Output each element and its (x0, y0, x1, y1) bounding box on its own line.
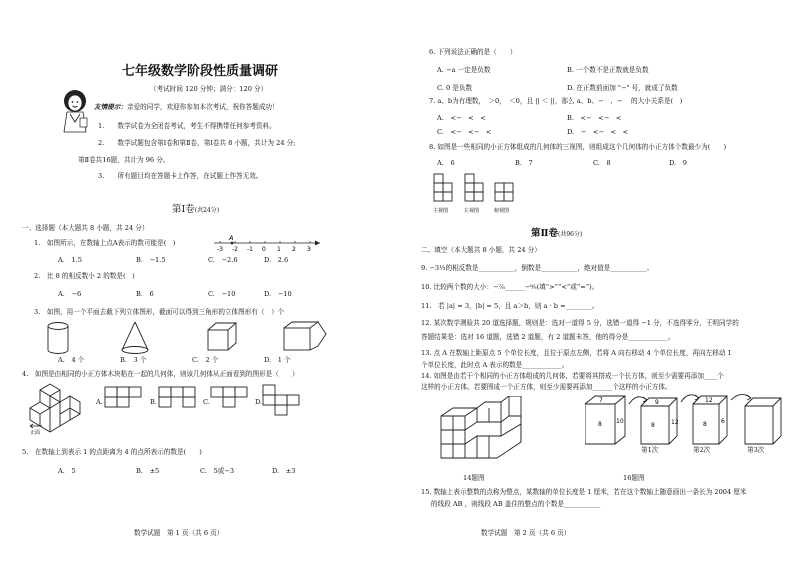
tick-label: -2 (232, 246, 238, 253)
fig16-caption: 16题图 (623, 474, 645, 482)
q12: 12. 某次数学测验共 20 道选择题，规则是：选对一道得 5 分，选错一道得 −1 分，不选得零分，王明同学的 (421, 319, 739, 327)
front-label: 正面 (30, 430, 41, 436)
top-view-label: 俯视图 (494, 208, 510, 214)
right-page (397, 0, 794, 561)
student-illustration-icon (58, 88, 92, 134)
q4-option-b: B. (150, 398, 157, 406)
front-view-label: 主视图 (433, 208, 449, 214)
part2-heading: 二、填空（本大题共 8 小题，共 24 分） (421, 246, 541, 254)
q2-option-a: A. −6 (58, 290, 82, 298)
left-view-figure (465, 174, 483, 201)
q14: 14. 如图是由若干个相同的小正方体组成的几何体，若要将其搭成一个长方体，则至少需要再添加____个 (421, 372, 724, 380)
q10: 10. 比较两个数的大小：−⁷⁄₈______−⁸⁄₉(填“>”“<”或“=”)。 (421, 283, 599, 291)
q6-option-b: B. 一个数不是正数就是负数 (567, 66, 649, 74)
q4-solid-figure (26, 382, 90, 436)
q4-option-c-figure (210, 386, 250, 416)
q11: 11. 若 |a| = 3，|b| = 5，且 a＞b，则 a · b =________。 (421, 302, 599, 310)
die3-top: 12 (705, 397, 713, 404)
die3-side: 6 (721, 418, 725, 425)
q2: 2. 比 8 的相反数小 2 的数是( ) (34, 272, 135, 280)
tip-line: 友情提示：亲爱的同学，欢迎你参加本次考试，祝你答题成功！ (94, 103, 279, 111)
cylinder-icon (48, 323, 68, 354)
q8: 8. 如图是一些相同的小正方体组成的几何体的三视图，则组成这个几何体的小正方体个数最少为( ) (429, 143, 727, 151)
q6-option-d: D. 在正数前面加 "−" 号，就成了负数 (567, 84, 678, 92)
q5-option-b: B. ±5 (136, 467, 160, 475)
q5-option-c: C. 5或−3 (200, 467, 235, 475)
top-view-figure (495, 183, 513, 201)
die1-top: 7 (599, 397, 603, 404)
q5-option-a: A. 5 (58, 467, 76, 475)
die-3 (693, 396, 727, 444)
q2-option-b: B. 6 (136, 290, 154, 298)
section2-heading: 第Ⅱ卷(共96分) (531, 228, 583, 239)
q5-option-d: D. ±3 (272, 467, 296, 475)
die-2 (641, 398, 679, 444)
q6: 6. 下列说法正确的是（ ） (429, 48, 517, 56)
die-1 (585, 396, 625, 444)
q12-cont: 答题结果是：选对 16 道题，选错 2 道题，有 2 道题未答，他的得分是____________。 (421, 333, 675, 341)
front-view-figure (434, 174, 452, 201)
q4-option-a-figure (104, 386, 144, 416)
cone-icon (122, 322, 148, 354)
q8-three-views-figure (433, 172, 523, 222)
q13-cont: 个单位长度，此时点 A 表示的数是____________。 (421, 361, 569, 369)
rule-3: 3. 所有题目均在答题卡上作答，在试题上作答无效。 (98, 172, 263, 180)
tick-label: 2 (292, 246, 296, 253)
q8-option-a: A. 6 (437, 159, 455, 167)
point-a-marker (231, 242, 234, 245)
die-step-1-label: 第1次 (641, 446, 659, 454)
rule-1: 1. 数学试卷为全闭卷考试，考生不得携带任何参考资料。 (98, 122, 276, 130)
q1-option-a: A. 1.5 (58, 256, 82, 264)
page-footer: 数学试题 第 2 页（共 6 页） (481, 529, 571, 537)
q1-option-b: B. −1.5 (136, 256, 166, 264)
q6-option-a: A. −a 一定是负数 (437, 66, 491, 74)
q1: 1. 如图所示，在数轴上点A表示的数可能是( ) (34, 239, 176, 247)
die-step-3-label: 第3次 (747, 446, 765, 454)
q4-option-d-figure (262, 384, 306, 420)
q7-option-d: D. − <− < < (567, 128, 629, 136)
page-footer: 数学试题 第 1 页（共 6 页） (134, 529, 224, 537)
q7-option-c: C. <− <− < (437, 128, 492, 136)
q8-option-d: D. 9 (669, 159, 687, 167)
q13: 13. 点 A 在数轴上距原点 5 个单位长度，且位于原点左侧，若将 A 向右移动 4 个单位长度，再向左移动 1 (421, 349, 732, 357)
q1-option-c: C. −2.6 (208, 256, 238, 264)
part1-heading: 一、选择题（本大题共 8 小题，共 24 分） (22, 224, 149, 232)
tick-label: -3 (217, 246, 223, 253)
die2-front: 8 (651, 422, 655, 429)
q8-option-c: C. 8 (593, 159, 611, 167)
exam-title: 七年级数学阶段性质量调研 (122, 64, 279, 79)
q8-option-b: B. 7 (515, 159, 533, 167)
q2-option-c: C. −10 (208, 290, 236, 298)
q5: 5. 在数轴上到表示 1 的点距离为 4 的点所表示的数是( ) (22, 448, 202, 456)
tick-label: 1 (277, 246, 281, 253)
q4-option-b-figure (158, 386, 198, 416)
tick-label: 3 (307, 246, 311, 253)
rule-2: 2. 数学试题包含第Ⅰ卷和第Ⅱ卷，第Ⅰ卷共 8 小题，共计为 24 分; (98, 139, 296, 147)
fig14-caption: 14题图 (463, 474, 485, 482)
number-line-figure (212, 232, 324, 254)
q3-option-b: B. 3 个 (120, 356, 147, 364)
point-a-label: A (229, 234, 234, 242)
q3-option-d: D. 1 个 (264, 356, 291, 364)
q9: 9. −3⅓的相反数是___________，倒数是___________，绝对值是___________。 (421, 264, 654, 272)
q6-option-c: C. 0 是负数 (437, 84, 473, 92)
die3-front: 8 (703, 421, 707, 428)
q7-option-b: B. <− <− < (567, 114, 622, 122)
q15-cont: 的线段 AB ，则线段 AB 盖住的整点的个数是___________ (431, 500, 601, 508)
die2-side: 12 (671, 419, 679, 426)
q14-cont: 这样的小正方体。若要围成一个正方体，则至少需要再添加______个这样的小正方体。 (421, 383, 672, 391)
q4: 4. 如图是由相同的小正方体木块粘在一起的几何体，则该几何体从正面看到的图形是（ ） (22, 370, 299, 378)
die1-side: 10 (616, 418, 624, 425)
q4-option-c: C. (203, 398, 210, 406)
q2-option-d: D. −10 (264, 290, 292, 298)
q1-option-d: D. 2.6 (264, 256, 289, 264)
cube-solid-icon (208, 323, 236, 350)
die-4 (745, 398, 781, 444)
q4-option-d: D. (255, 398, 263, 406)
tick-label: -1 (247, 246, 253, 253)
q7-option-a: A. <− < < (437, 114, 486, 122)
q14-solid-figure (437, 396, 527, 464)
q3-option-a: A. 4 个 (58, 356, 85, 364)
prism-icon (284, 322, 326, 350)
section1-heading: 第Ⅰ卷(共24分) (172, 204, 220, 215)
q4-option-a: A. (96, 398, 103, 406)
die1-front: 8 (598, 421, 602, 428)
q7: 7. a、b为有理数， ＞0， ＜0，且 || ＜ ||，那么 a、b、− 、− 的大小关系是( ) (429, 97, 683, 105)
q3-option-c: C. 2 个 (192, 356, 219, 364)
left-view-label: 左视图 (464, 208, 480, 214)
die2-top: 9 (655, 399, 659, 406)
exam-subtitle: （考试时间 120 分钟；满分：120 分） (150, 85, 268, 93)
rule-2-cont: 第Ⅱ卷共16题，共计为 96 分。 (78, 156, 170, 164)
die-step-2-label: 第2次 (693, 446, 711, 454)
q15: 15. 数轴上表示整数的点称为整点，某数轴的单位长度是 1 厘米，若在这个数轴上随意画出一条长为 2004 厘米 (421, 488, 747, 496)
tick-label: 0 (262, 246, 266, 253)
q3: 3. 如图，用一个平面去截下列立体图形，截面可以得到三角形的立体图形有（ ）个 (34, 308, 285, 316)
q3-solids-figure (40, 320, 330, 356)
